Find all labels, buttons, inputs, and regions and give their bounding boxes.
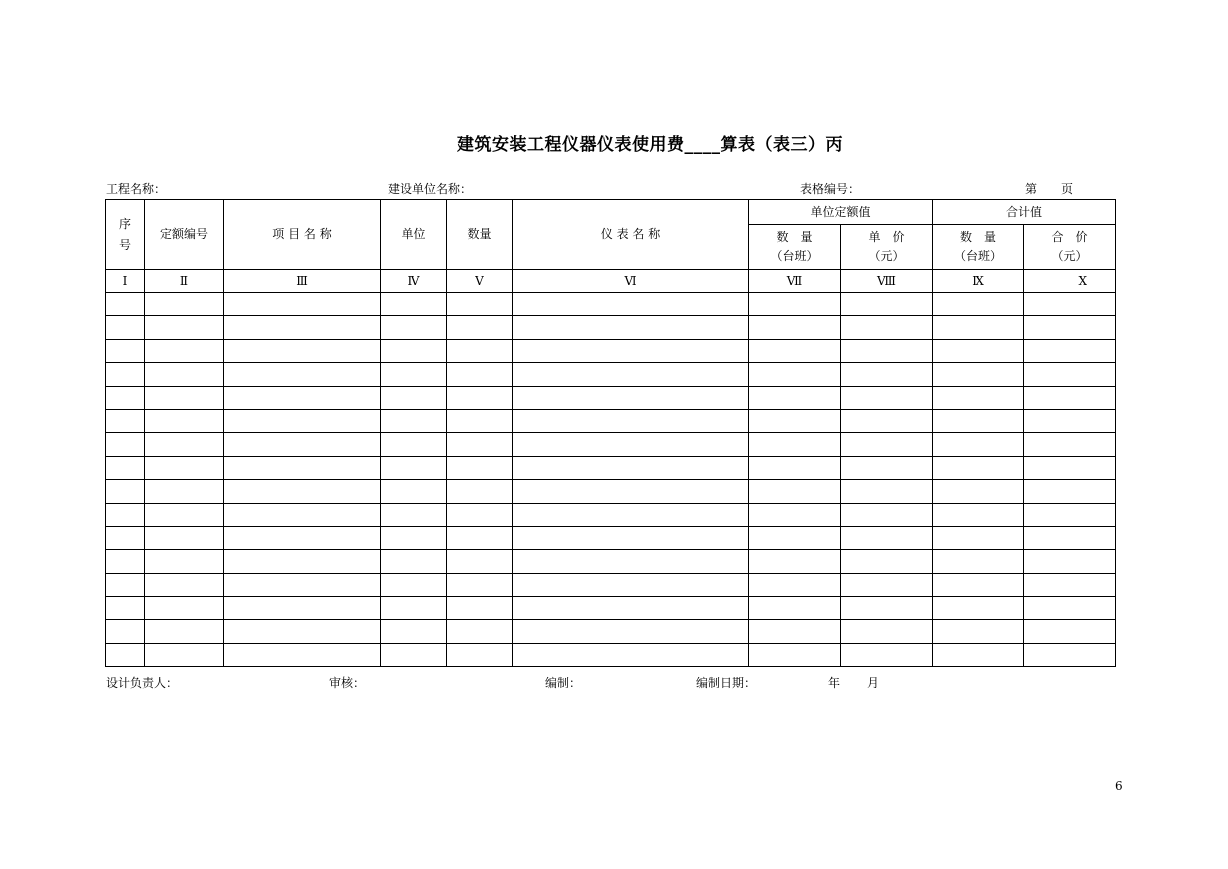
table-cell[interactable] — [513, 316, 749, 339]
form-number-label: 表格编号： — [800, 182, 861, 196]
table-row — [106, 620, 1116, 643]
table-cell[interactable] — [933, 503, 1024, 526]
table-cell[interactable] — [106, 363, 145, 386]
table-cell[interactable] — [224, 597, 381, 620]
table-cell[interactable] — [381, 293, 447, 316]
table-cell[interactable] — [1024, 597, 1116, 620]
table-cell[interactable] — [224, 643, 381, 666]
table-cell[interactable] — [447, 526, 513, 549]
table-cell[interactable] — [381, 386, 447, 409]
table-cell[interactable] — [841, 363, 933, 386]
table-cell[interactable] — [447, 573, 513, 596]
table-cell[interactable] — [224, 316, 381, 339]
table-cell[interactable] — [513, 597, 749, 620]
table-cell[interactable] — [933, 293, 1024, 316]
roman-numeral-row — [106, 270, 1116, 293]
table-row — [106, 503, 1116, 526]
table-cell[interactable] — [1024, 573, 1116, 596]
table-cell[interactable] — [106, 386, 145, 409]
roman-cell: Ⅴ — [447, 270, 513, 293]
table-cell[interactable] — [224, 503, 381, 526]
table-cell[interactable] — [145, 503, 224, 526]
table-cell[interactable] — [447, 293, 513, 316]
table-cell[interactable] — [1024, 550, 1116, 573]
table-cell[interactable] — [841, 480, 933, 503]
header-total-price: 合 价 （元） — [1024, 225, 1116, 270]
header-total-qty-shift: 数 量 （台班） — [933, 225, 1024, 270]
table-cell[interactable] — [145, 433, 224, 456]
table-cell[interactable] — [224, 573, 381, 596]
table-row — [106, 550, 1116, 573]
table-cell[interactable] — [145, 643, 224, 666]
table-cell[interactable] — [106, 573, 145, 596]
roman-cell: Ⅹ — [1024, 270, 1116, 293]
table-cell[interactable] — [1024, 526, 1116, 549]
table-cell[interactable] — [381, 433, 447, 456]
table-cell[interactable] — [513, 503, 749, 526]
table-cell[interactable] — [749, 339, 841, 362]
table-cell[interactable] — [933, 409, 1024, 432]
table-cell[interactable] — [106, 503, 145, 526]
table-cell[interactable] — [841, 503, 933, 526]
table-cell[interactable] — [381, 526, 447, 549]
table-cell[interactable] — [841, 573, 933, 596]
table-cell[interactable] — [381, 550, 447, 573]
header-quantity: 数量 — [447, 200, 513, 270]
roman-cell: Ⅸ — [933, 270, 1024, 293]
header-unit-price: 单 价 （元） — [841, 225, 933, 270]
table-cell[interactable] — [1024, 409, 1116, 432]
header-item-name: 项 目 名 称 — [224, 200, 381, 270]
year-label: 年 — [828, 676, 841, 690]
table-cell[interactable] — [513, 573, 749, 596]
month-label: 月 — [867, 676, 880, 690]
roman-cell: Ⅶ — [749, 270, 841, 293]
designer-label: 设计负责人： — [106, 676, 179, 690]
table-cell[interactable] — [933, 480, 1024, 503]
table-cell[interactable] — [224, 480, 381, 503]
table-cell[interactable] — [933, 550, 1024, 573]
table-cell[interactable] — [749, 386, 841, 409]
table-row — [106, 316, 1116, 339]
page-label: 第 页 — [1025, 182, 1074, 196]
table-cell[interactable] — [933, 339, 1024, 362]
table-cell[interactable] — [841, 620, 933, 643]
table-cell[interactable] — [749, 643, 841, 666]
table-cell[interactable] — [749, 620, 841, 643]
table-cell[interactable] — [749, 409, 841, 432]
table-cell[interactable] — [145, 456, 224, 479]
table-cell[interactable] — [224, 386, 381, 409]
table-cell[interactable] — [513, 339, 749, 362]
table-cell[interactable] — [381, 620, 447, 643]
table-cell[interactable] — [106, 526, 145, 549]
table-cell[interactable] — [106, 643, 145, 666]
table-cell[interactable] — [224, 620, 381, 643]
table-row — [106, 433, 1116, 456]
table-cell[interactable] — [224, 550, 381, 573]
table-cell[interactable] — [145, 550, 224, 573]
table-cell[interactable] — [1024, 386, 1116, 409]
table-cell[interactable] — [749, 363, 841, 386]
table-cell[interactable] — [513, 386, 749, 409]
date-label: 编制日期： — [696, 676, 757, 690]
table-cell[interactable] — [513, 526, 749, 549]
roman-cell: Ⅳ — [381, 270, 447, 293]
table-cell[interactable] — [933, 620, 1024, 643]
table-cell[interactable] — [145, 620, 224, 643]
table-cell[interactable] — [933, 363, 1024, 386]
table-row — [106, 573, 1116, 596]
table-cell[interactable] — [841, 409, 933, 432]
roman-cell: Ⅲ — [224, 270, 381, 293]
page-title: 建筑安装工程仪器仪表使用费____算表（表三）丙 — [457, 135, 843, 155]
table-cell[interactable] — [145, 526, 224, 549]
table-cell[interactable] — [447, 480, 513, 503]
table-cell[interactable] — [749, 503, 841, 526]
table-cell[interactable] — [224, 526, 381, 549]
table-cell[interactable] — [749, 526, 841, 549]
table-cell[interactable] — [381, 339, 447, 362]
table-cell[interactable] — [1024, 620, 1116, 643]
table-cell[interactable] — [447, 386, 513, 409]
table-cell[interactable] — [933, 643, 1024, 666]
table-cell[interactable] — [381, 597, 447, 620]
table-row — [106, 339, 1116, 362]
table-cell[interactable] — [513, 620, 749, 643]
table-cell[interactable] — [841, 433, 933, 456]
table-cell[interactable] — [749, 433, 841, 456]
table-cell[interactable] — [447, 316, 513, 339]
table-cell[interactable] — [749, 293, 841, 316]
table-cell[interactable] — [749, 480, 841, 503]
table-cell[interactable] — [513, 433, 749, 456]
header-seq: 序 号 — [106, 200, 145, 270]
cost-table — [105, 199, 1116, 667]
table-cell[interactable] — [224, 339, 381, 362]
table-cell[interactable] — [224, 433, 381, 456]
table-cell[interactable] — [447, 339, 513, 362]
table-cell[interactable] — [513, 409, 749, 432]
table-cell[interactable] — [749, 316, 841, 339]
table-cell[interactable] — [513, 456, 749, 479]
table-cell[interactable] — [106, 339, 145, 362]
table-cell[interactable] — [447, 503, 513, 526]
table-cell[interactable] — [933, 573, 1024, 596]
table-cell[interactable] — [1024, 643, 1116, 666]
page-number: 6 — [1115, 779, 1123, 793]
table-row — [106, 293, 1116, 316]
table-cell[interactable] — [145, 293, 224, 316]
table-cell[interactable] — [1024, 503, 1116, 526]
reviewer-label: 审核： — [329, 676, 366, 690]
table-cell[interactable] — [224, 293, 381, 316]
table-cell[interactable] — [1024, 363, 1116, 386]
table-cell[interactable] — [106, 456, 145, 479]
header-qty-shift: 数 量 （台班） — [749, 225, 841, 270]
table-cell[interactable] — [513, 643, 749, 666]
table-cell[interactable] — [224, 456, 381, 479]
table-cell[interactable] — [841, 643, 933, 666]
table-cell[interactable] — [513, 550, 749, 573]
table-cell[interactable] — [381, 316, 447, 339]
table-cell[interactable] — [447, 643, 513, 666]
table-row — [106, 480, 1116, 503]
table-cell[interactable] — [1024, 339, 1116, 362]
table-cell[interactable] — [224, 409, 381, 432]
table-cell[interactable] — [145, 573, 224, 596]
roman-cell: Ⅷ — [841, 270, 933, 293]
table-cell[interactable] — [1024, 480, 1116, 503]
table-cell[interactable] — [381, 480, 447, 503]
table-cell[interactable] — [841, 293, 933, 316]
compiler-label: 编制： — [545, 676, 582, 690]
table-cell[interactable] — [1024, 433, 1116, 456]
header-total-value: 合计值 — [933, 200, 1116, 225]
table-cell[interactable] — [447, 433, 513, 456]
table-cell[interactable] — [749, 597, 841, 620]
table-cell[interactable] — [106, 597, 145, 620]
table-cell[interactable] — [933, 456, 1024, 479]
header-unit-quota-value: 单位定额值 — [749, 200, 933, 225]
table-cell[interactable] — [381, 363, 447, 386]
table-cell[interactable] — [447, 550, 513, 573]
table-cell[interactable] — [749, 550, 841, 573]
table-cell[interactable] — [106, 293, 145, 316]
table-cell[interactable] — [145, 316, 224, 339]
table-cell[interactable] — [1024, 456, 1116, 479]
table-cell[interactable] — [381, 456, 447, 479]
table-cell[interactable] — [841, 386, 933, 409]
table-cell[interactable] — [381, 409, 447, 432]
table-cell[interactable] — [1024, 293, 1116, 316]
roman-cell: Ⅰ — [106, 270, 145, 293]
table-cell[interactable] — [145, 480, 224, 503]
table-cell[interactable] — [933, 316, 1024, 339]
table-cell[interactable] — [381, 573, 447, 596]
table-cell[interactable] — [381, 503, 447, 526]
table-cell[interactable] — [447, 456, 513, 479]
table-cell[interactable] — [933, 597, 1024, 620]
table-cell[interactable] — [749, 573, 841, 596]
table-cell[interactable] — [145, 409, 224, 432]
table-cell[interactable] — [841, 526, 933, 549]
table-cell[interactable] — [447, 620, 513, 643]
table-row — [106, 526, 1116, 549]
builder-name-label: 建设单位名称： — [388, 182, 473, 196]
table-cell[interactable] — [841, 339, 933, 362]
roman-cell: Ⅱ — [145, 270, 224, 293]
table-cell[interactable] — [513, 480, 749, 503]
project-name-label: 工程名称： — [106, 182, 167, 196]
table-cell[interactable] — [145, 597, 224, 620]
table-cell[interactable] — [106, 409, 145, 432]
header-unit: 单位 — [381, 200, 447, 270]
table-cell[interactable] — [224, 363, 381, 386]
table-row — [106, 456, 1116, 479]
table-row — [106, 643, 1116, 666]
table-cell[interactable] — [145, 363, 224, 386]
table-row — [106, 363, 1116, 386]
table-cell[interactable] — [447, 597, 513, 620]
table-cell[interactable] — [749, 456, 841, 479]
table-cell[interactable] — [106, 550, 145, 573]
table-cell[interactable] — [381, 643, 447, 666]
table-cell[interactable] — [145, 386, 224, 409]
table-cell[interactable] — [841, 550, 933, 573]
table-cell[interactable] — [841, 597, 933, 620]
header-instrument-name: 仪 表 名 称 — [513, 200, 749, 270]
table-cell[interactable] — [447, 409, 513, 432]
table-row — [106, 597, 1116, 620]
table-cell[interactable] — [841, 456, 933, 479]
table-cell[interactable] — [933, 386, 1024, 409]
table-cell[interactable] — [106, 620, 145, 643]
table-cell[interactable] — [145, 339, 224, 362]
table-row — [106, 409, 1116, 432]
table-cell[interactable] — [106, 433, 145, 456]
table-cell[interactable] — [841, 316, 933, 339]
table-cell[interactable] — [933, 526, 1024, 549]
table-cell[interactable] — [447, 363, 513, 386]
table-cell[interactable] — [513, 293, 749, 316]
table-cell[interactable] — [1024, 316, 1116, 339]
roman-cell: Ⅵ — [513, 270, 749, 293]
table-cell[interactable] — [106, 480, 145, 503]
table-cell[interactable] — [513, 363, 749, 386]
table-cell[interactable] — [933, 433, 1024, 456]
header-quota-code: 定额编号 — [145, 200, 224, 270]
table-row — [106, 386, 1116, 409]
table-cell[interactable] — [106, 316, 145, 339]
